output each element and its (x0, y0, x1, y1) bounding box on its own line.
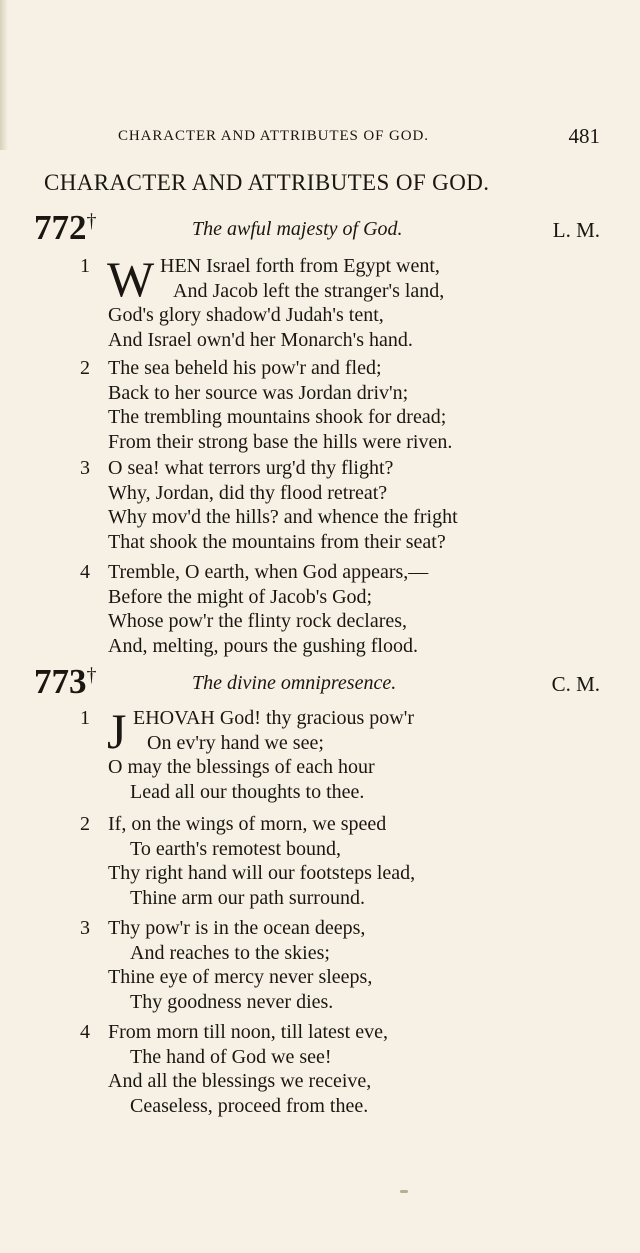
verse-line: On ev'ry hand we see; (147, 731, 324, 754)
verse-line: Before the might of Jacob's God; (108, 585, 373, 608)
verse-line: Lead all our thoughts to thee. (130, 780, 365, 803)
verse-line: God's glory shadow'd Judah's tent, (108, 304, 384, 326)
drop-cap: J (107, 703, 127, 759)
verse-line: Thy pow'r is in the ocean deeps, (108, 917, 366, 939)
hymn-number: 773† (34, 662, 97, 701)
verse-line: Whose pow'r the flinty rock declares, (108, 610, 408, 632)
stanza (80, 456, 620, 554)
hymn-title: The divine omnipresence. (192, 672, 397, 694)
stanza-number: 1 (80, 255, 90, 277)
verse-line: Why mov'd the hills? and whence the fright (108, 506, 458, 528)
verse-line: Why, Jordan, did thy flood retreat? (108, 481, 388, 504)
hymn-header (34, 662, 604, 702)
dagger-mark: † (86, 210, 97, 232)
stanza-number: 1 (80, 707, 90, 729)
stanza (80, 1020, 620, 1118)
dagger-mark: † (86, 664, 97, 686)
verse-line: Thy goodness never dies. (130, 990, 334, 1013)
page-number: 481 (568, 124, 600, 148)
stanza (80, 560, 620, 658)
stanza-number: 2 (80, 357, 90, 379)
stanza (80, 251, 620, 352)
stanza-number: 3 (80, 457, 90, 479)
verse-line: EHOVAH God! thy gracious pow'r (133, 707, 414, 729)
hymn-header (34, 208, 604, 248)
verse-line: If, on the wings of morn, we speed (108, 813, 387, 835)
verse-line: O may the blessings of each hour (108, 756, 375, 778)
section-title: CHARACTER AND ATTRIBUTES OF GOD. (44, 170, 490, 195)
verse-line: Thine arm our path surround. (130, 886, 365, 909)
verse-line: The sea beheld his pow'r and fled; (108, 357, 382, 379)
verse-line: The trembling mountains shook for dread; (108, 406, 447, 428)
verse-line: And all the blessings we receive, (108, 1070, 372, 1092)
hymn-title: The awful majesty of God. (192, 218, 403, 240)
binding-shadow (0, 0, 8, 150)
paper-blemish (400, 1190, 408, 1193)
verse-line: The hand of God we see! (130, 1045, 332, 1068)
verse-line: Tremble, O earth, when God appears,— (108, 561, 429, 583)
verse-line: O sea! what terrors urg'd thy flight? (108, 457, 394, 479)
stanza-number: 4 (80, 561, 90, 583)
verse-line: And Jacob left the stranger's land, (173, 279, 445, 302)
verse-line: Thy right hand will our footsteps lead, (108, 862, 416, 884)
verse-line: That shook the mountains from their seat? (108, 530, 446, 553)
verse-line: To earth's remotest bound, (130, 837, 342, 860)
stanza-number: 2 (80, 813, 90, 835)
verse-line: And, melting, pours the gushing flood. (108, 634, 418, 657)
stanza-number: 4 (80, 1021, 90, 1043)
hymn-meter: L. M. (552, 218, 600, 242)
hymn-number: 772† (34, 208, 97, 247)
verse-line: Ceaseless, proceed from thee. (130, 1094, 369, 1117)
hymn-meter: C. M. (551, 672, 600, 696)
stanza (80, 356, 620, 454)
verse-line: And Israel own'd her Monarch's hand. (108, 328, 413, 351)
stanza (80, 916, 620, 1014)
verse-line: From their strong base the hills were riven. (108, 430, 453, 453)
verse-line: Back to her source was Jordan driv'n; (108, 381, 409, 404)
stanza (80, 703, 620, 804)
stanza (80, 812, 620, 910)
drop-cap: W (107, 251, 155, 307)
verse-line: Thine eye of mercy never sleeps, (108, 966, 373, 988)
verse-line: And reaches to the skies; (130, 941, 330, 964)
verse-line: From morn till noon, till latest eve, (108, 1021, 388, 1043)
running-head: CHARACTER AND ATTRIBUTES OF GOD. (118, 128, 429, 144)
verse-line: HEN Israel forth from Egypt went, (160, 255, 440, 277)
stanza-number: 3 (80, 917, 90, 939)
